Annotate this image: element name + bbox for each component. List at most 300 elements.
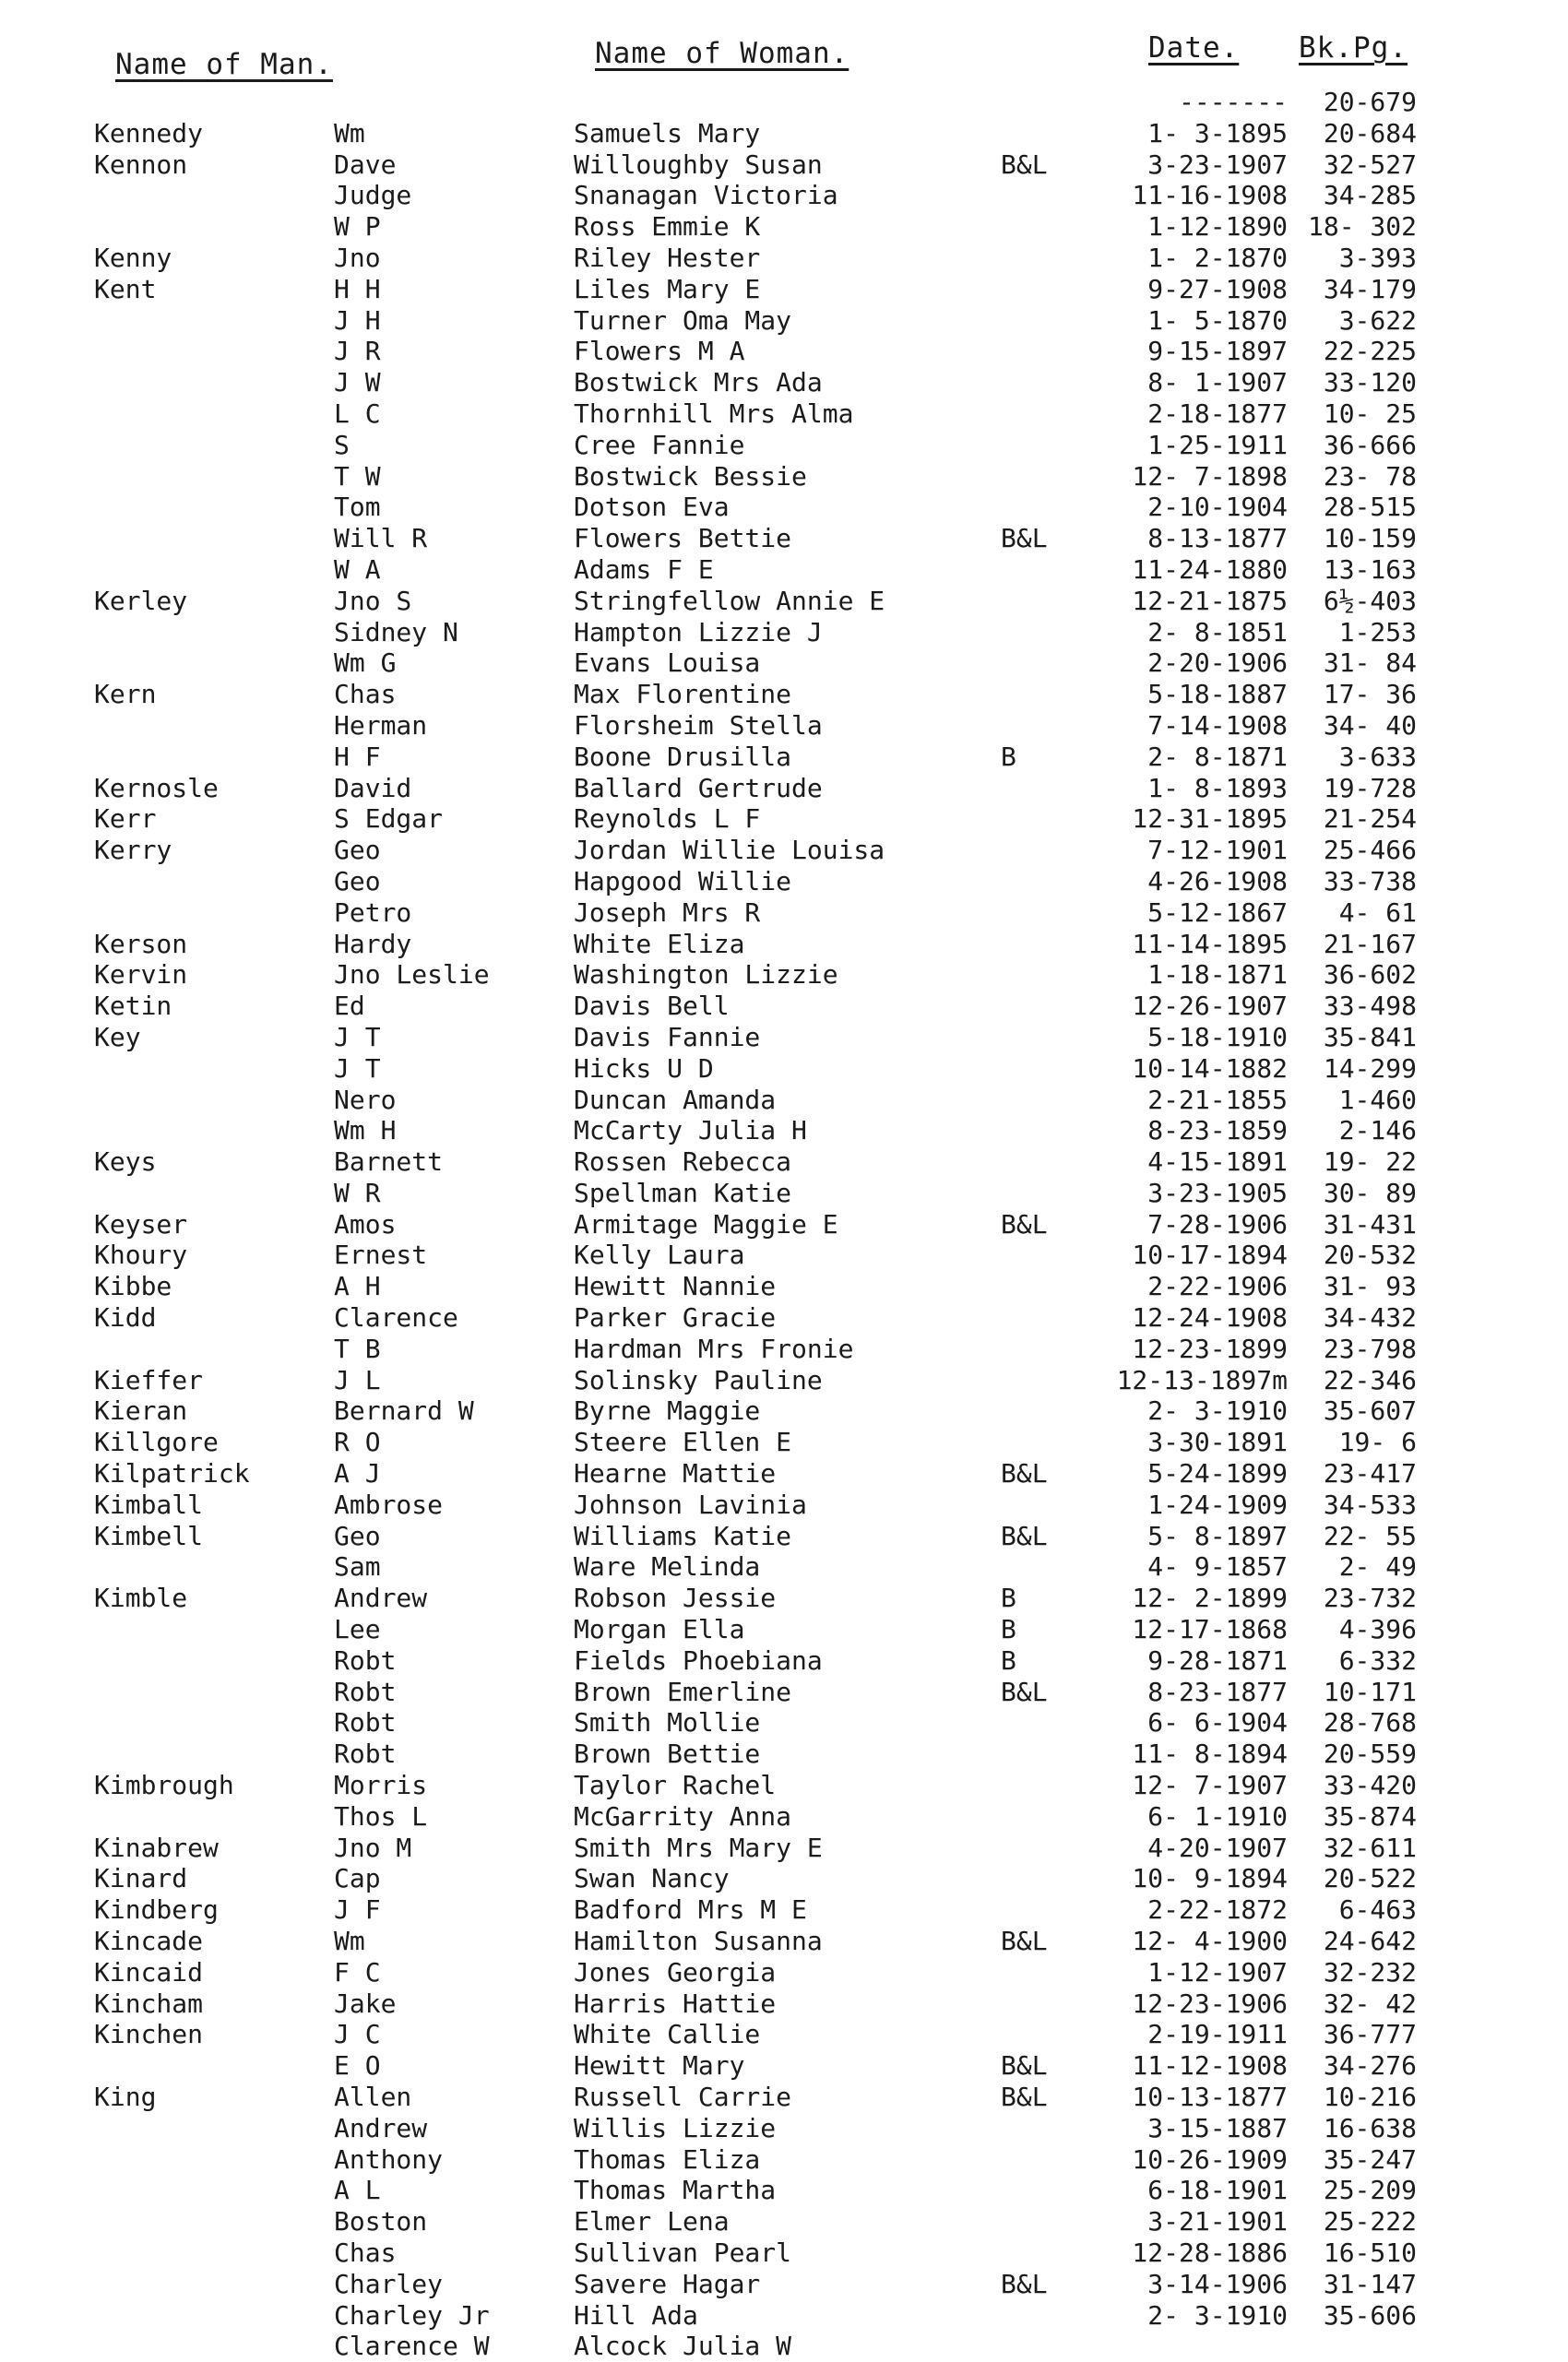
woman-name: Smith Mrs Mary E <box>574 1832 823 1863</box>
book-page: 6-463 <box>1338 1894 1417 1926</box>
man-given-name: Boston <box>334 2206 428 2237</box>
book-page: 31- 84 <box>1323 647 1417 679</box>
ledger-rows <box>0 87 1568 2362</box>
man-given-name: Clarence W <box>334 2331 490 2362</box>
woman-name: Willoughby Susan <box>574 148 823 180</box>
woman-name: Samuels Mary <box>574 117 761 148</box>
marriage-date: 12-21-1875 <box>1132 585 1288 616</box>
man-given-name: Tom <box>334 492 381 523</box>
man-surname: Killgore <box>94 1427 219 1458</box>
woman-name: Max Florentine <box>574 679 792 710</box>
ledger-row <box>0 1551 1568 1583</box>
header-name-of-woman: Name of Woman. <box>595 37 849 70</box>
man-given-name: Charley Jr <box>334 2299 490 2331</box>
man-surname: Khoury <box>94 1240 188 1271</box>
man-given-name: S <box>334 429 350 460</box>
woman-name: Ross Emmie K <box>574 211 761 243</box>
ledger-row <box>0 1707 1568 1739</box>
ledger-row <box>0 2019 1568 2050</box>
marriage-date: 12-23-1906 <box>1132 1988 1288 2019</box>
ledger-row <box>0 1801 1568 1833</box>
marriage-date: 10- 9-1894 <box>1132 1863 1288 1894</box>
man-surname: Kerry <box>94 835 172 866</box>
man-given-name: J H <box>334 304 381 336</box>
man-given-name: Morris <box>334 1770 428 1801</box>
man-surname: Kerley <box>94 585 188 616</box>
marriage-date: 12-28-1886 <box>1132 2237 1288 2268</box>
book-page: 36-777 <box>1323 2019 1417 2050</box>
book-page: 33-420 <box>1323 1770 1417 1801</box>
woman-name: Riley Hester <box>574 242 761 273</box>
book-page: 3-393 <box>1338 242 1417 273</box>
man-given-name: Jno <box>334 242 381 273</box>
ledger-row <box>0 492 1568 523</box>
ledger-row <box>0 1334 1568 1365</box>
book-page: 34-285 <box>1323 180 1417 211</box>
man-surname: Kibbe <box>94 1271 172 1302</box>
ledger-row <box>0 554 1568 586</box>
book-page: 6½-403 <box>1323 585 1417 616</box>
man-given-name: Ambrose <box>334 1489 444 1520</box>
man-given-name: Geo <box>334 1520 381 1551</box>
ledger-row <box>0 243 1568 274</box>
record-note: B&L <box>1001 148 1048 180</box>
ledger-row <box>0 2269 1568 2300</box>
man-given-name: J T <box>334 1021 381 1052</box>
man-given-name: J F <box>334 1894 381 1926</box>
woman-name: Dotson Eva <box>574 492 730 523</box>
marriage-date: 8-13-1877 <box>1147 523 1288 554</box>
man-given-name: L C <box>334 398 381 429</box>
marriage-date: 9-27-1908 <box>1147 273 1288 304</box>
woman-name: Brown Emerline <box>574 1676 792 1707</box>
book-page: 31- 93 <box>1323 1271 1417 1302</box>
man-given-name: R O <box>334 1427 381 1458</box>
woman-name: Liles Mary E <box>574 273 761 304</box>
ledger-row <box>0 2300 1568 2332</box>
woman-name: Thomas Martha <box>574 2175 777 2206</box>
man-given-name: Robt <box>334 1644 397 1676</box>
marriage-date: 2- 8-1871 <box>1147 741 1288 772</box>
record-note: B&L <box>1001 1520 1048 1551</box>
woman-name: Kelly Laura <box>574 1240 745 1271</box>
marriage-date: 6- 1-1910 <box>1147 1800 1288 1832</box>
marriage-date: 12-24-1908 <box>1132 1302 1288 1334</box>
marriage-date: 10-17-1894 <box>1132 1240 1288 1271</box>
marriage-date: 1-24-1909 <box>1147 1489 1288 1520</box>
man-surname: Kerr <box>94 803 157 835</box>
book-page: 34- 40 <box>1323 709 1417 741</box>
woman-name: Evans Louisa <box>574 647 761 679</box>
man-surname: Kincade <box>94 1926 204 1957</box>
woman-name: Willis Lizzie <box>574 2112 777 2143</box>
ledger-row <box>0 336 1568 367</box>
woman-name: McCarty Julia H <box>574 1115 807 1146</box>
man-given-name: W P <box>334 211 381 243</box>
marriage-date: 11- 8-1894 <box>1132 1739 1288 1770</box>
marriage-date: 1-18-1871 <box>1147 959 1288 991</box>
man-surname: Kennon <box>94 148 188 180</box>
book-page: 2- 49 <box>1338 1551 1417 1583</box>
man-surname: Kern <box>94 679 157 710</box>
man-surname: Kimbell <box>94 1520 204 1551</box>
woman-name: Bostwick Mrs Ada <box>574 367 823 398</box>
marriage-date: 3-14-1906 <box>1147 2268 1288 2299</box>
ledger-row <box>0 149 1568 181</box>
man-surname: Kennedy <box>94 117 204 148</box>
woman-name: Hill Ada <box>574 2299 698 2331</box>
book-page: 20-679 <box>1323 87 1417 117</box>
man-surname: Kilpatrick <box>94 1458 250 1490</box>
marriage-date: 7-28-1906 <box>1147 1208 1288 1240</box>
man-given-name: Wm H <box>334 1115 397 1146</box>
woman-name: Parker Gracie <box>574 1302 777 1334</box>
man-surname: Keys <box>94 1146 157 1178</box>
man-surname: Kidd <box>94 1302 157 1334</box>
marriage-date: 4-20-1907 <box>1147 1832 1288 1863</box>
man-given-name: Charley <box>334 2268 444 2299</box>
man-surname: Kimball <box>94 1489 204 1520</box>
woman-name: Hampton Lizzie J <box>574 616 823 647</box>
man-surname: Kervin <box>94 959 188 991</box>
book-page: 19- 22 <box>1323 1146 1417 1178</box>
woman-name: Washington Lizzie <box>574 959 838 991</box>
man-surname: Key <box>94 1021 141 1052</box>
marriage-date: 1-12-1890 <box>1147 211 1288 243</box>
woman-name: Morgan Ella <box>574 1614 745 1645</box>
book-page: 18- 302 <box>1307 211 1417 243</box>
book-page: 16-638 <box>1323 2112 1417 2143</box>
ledger-row <box>0 2175 1568 2206</box>
ledger-row <box>0 710 1568 742</box>
man-given-name: J C <box>334 2019 381 2050</box>
book-page: 35-606 <box>1323 2299 1417 2331</box>
man-given-name: S Edgar <box>334 803 444 835</box>
book-page: 23-732 <box>1323 1583 1417 1614</box>
woman-name: Florsheim Stella <box>574 709 823 741</box>
woman-name: Solinsky Pauline <box>574 1364 823 1395</box>
marriage-date: 1-12-1907 <box>1147 1956 1288 1988</box>
ledger-row <box>0 1395 1568 1427</box>
man-given-name: Petro <box>334 896 412 928</box>
ledger-row <box>0 1926 1568 1957</box>
woman-name: Flowers M A <box>574 336 745 367</box>
record-note: B&L <box>1001 2050 1048 2082</box>
record-note: B&L <box>1001 1926 1048 1957</box>
ledger-row <box>0 274 1568 305</box>
marriage-date: 1- 8-1893 <box>1147 772 1288 803</box>
man-given-name: Wm <box>334 1926 365 1957</box>
woman-name: Thomas Eliza <box>574 2143 761 2175</box>
woman-name: Alcock Julia W <box>574 2331 792 2362</box>
ledger-row <box>0 1583 1568 1614</box>
ledger-row <box>0 430 1568 461</box>
marriage-date: 8-23-1877 <box>1147 1676 1288 1707</box>
man-given-name: Jake <box>334 1988 397 2019</box>
man-given-name: Chas <box>334 2237 397 2268</box>
marriage-date: 7-12-1901 <box>1147 835 1288 866</box>
woman-name: Davis Bell <box>574 991 730 1022</box>
book-page: 31-431 <box>1323 1208 1417 1240</box>
woman-name: Hewitt Nannie <box>574 1271 777 1302</box>
ledger-row <box>0 1458 1568 1490</box>
woman-name: Byrne Maggie <box>574 1395 761 1427</box>
header-book-page: Bk.Pg. <box>1299 31 1408 65</box>
book-page: 6-332 <box>1338 1644 1417 1676</box>
man-given-name: T B <box>334 1333 381 1364</box>
marriage-date: 3-30-1891 <box>1147 1427 1288 1458</box>
marriage-date: 5-18-1910 <box>1147 1021 1288 1052</box>
ledger-row <box>0 991 1568 1022</box>
man-given-name: Herman <box>334 709 428 741</box>
marriage-date: 2-22-1872 <box>1147 1894 1288 1926</box>
woman-name: White Callie <box>574 2019 761 2050</box>
woman-name: Hewitt Mary <box>574 2050 745 2082</box>
record-note: B <box>1001 1644 1016 1676</box>
woman-name: Taylor Rachel <box>574 1770 777 1801</box>
ledger-row <box>0 866 1568 897</box>
ledger-row <box>0 1146 1568 1178</box>
marriage-date: 11-12-1908 <box>1132 2050 1288 2082</box>
marriage-date: 10-13-1877 <box>1132 2082 1288 2112</box>
ledger-row <box>0 1833 1568 1864</box>
man-given-name: Sidney N <box>334 616 458 647</box>
record-note: B&L <box>1001 1458 1048 1490</box>
ledger-row <box>0 835 1568 866</box>
man-surname: Kieffer <box>94 1364 204 1395</box>
ledger-row <box>0 2113 1568 2144</box>
book-page: 2-146 <box>1338 1115 1417 1146</box>
ledger-row <box>0 2144 1568 2176</box>
woman-name: Hicks U D <box>574 1052 714 1084</box>
man-given-name: T W <box>334 460 381 492</box>
marriage-date: 3-15-1887 <box>1147 2112 1288 2143</box>
book-page: 34-432 <box>1323 1302 1417 1334</box>
book-page: 20-522 <box>1323 1863 1417 1894</box>
woman-name: Davis Fannie <box>574 1021 761 1052</box>
record-note: B&L <box>1001 1676 1048 1707</box>
woman-name: Jordan Willie Louisa <box>574 835 885 866</box>
woman-name: Duncan Amanda <box>574 1084 777 1115</box>
woman-name: Flowers Bettie <box>574 523 792 554</box>
marriage-date: 10-26-1909 <box>1132 2143 1288 2175</box>
marriage-date: 12- 2-1899 <box>1132 1583 1288 1614</box>
header-date: Date. <box>1148 31 1240 65</box>
woman-name: Jones Georgia <box>574 1956 777 1988</box>
book-page: 10-159 <box>1323 523 1417 554</box>
woman-name: Armitage Maggie E <box>574 1208 838 1240</box>
book-page: 22-346 <box>1323 1364 1417 1395</box>
woman-name: Hamilton Susanna <box>574 1926 823 1957</box>
book-page: 22- 55 <box>1323 1520 1417 1551</box>
woman-name: Adams F E <box>574 553 714 585</box>
man-given-name: H F <box>334 741 381 772</box>
marriage-date: 3-23-1905 <box>1147 1177 1288 1208</box>
woman-name: McGarrity Anna <box>574 1800 792 1832</box>
book-page: 32- 42 <box>1323 1988 1417 2019</box>
woman-name: Fields Phoebiana <box>574 1644 823 1676</box>
man-given-name: W R <box>334 1177 381 1208</box>
book-page: 4-396 <box>1338 1614 1417 1645</box>
man-given-name: Andrew <box>334 2112 428 2143</box>
man-given-name: Wm <box>334 117 365 148</box>
woman-name: Brown Bettie <box>574 1739 761 1770</box>
ledger-row <box>0 1614 1568 1645</box>
ledger-row <box>0 211 1568 243</box>
book-page: 1-253 <box>1338 616 1417 647</box>
woman-name: Johnson Lavinia <box>574 1489 807 1520</box>
man-given-name: Will R <box>334 523 428 554</box>
woman-name: Sullivan Pearl <box>574 2237 792 2268</box>
man-given-name: Barnett <box>334 1146 444 1178</box>
woman-name: Joseph Mrs R <box>574 896 761 928</box>
ledger-row <box>0 523 1568 554</box>
ledger-row <box>0 803 1568 835</box>
man-given-name: J R <box>334 336 381 367</box>
marriage-date: 2- 8-1851 <box>1147 616 1288 647</box>
book-page: 20-559 <box>1323 1739 1417 1770</box>
man-given-name: J L <box>334 1364 381 1395</box>
marriage-date: 2-21-1855 <box>1147 1084 1288 1115</box>
man-given-name: J W <box>334 367 381 398</box>
man-given-name: Jno Leslie <box>334 959 490 991</box>
man-given-name: Chas <box>334 679 397 710</box>
book-page: 20-684 <box>1323 117 1417 148</box>
marriage-date: 3-21-1901 <box>1147 2206 1288 2237</box>
man-surname: Kinard <box>94 1863 188 1894</box>
book-page: 28-515 <box>1323 492 1417 523</box>
woman-name: Thornhill Mrs Alma <box>574 398 854 429</box>
marriage-date: 5-18-1887 <box>1147 679 1288 710</box>
header-name-of-man: Name of Man. <box>115 48 333 81</box>
man-surname: Kent <box>94 273 157 304</box>
woman-name: Russell Carrie <box>574 2082 792 2112</box>
man-given-name: Anthony <box>334 2143 444 2175</box>
man-given-name: Amos <box>334 1208 397 1240</box>
book-page: 3-622 <box>1338 304 1417 336</box>
man-given-name: Ernest <box>334 1240 428 1271</box>
man-given-name: Judge <box>334 180 412 211</box>
ledger-row <box>0 2237 1568 2269</box>
man-given-name: Sam <box>334 1551 381 1583</box>
man-given-name: Cap <box>334 1863 381 1894</box>
marriage-date: 5-12-1867 <box>1147 896 1288 928</box>
ledger-row <box>0 929 1568 960</box>
ledger-row <box>0 398 1568 430</box>
woman-name: Harris Hattie <box>574 1988 777 2019</box>
marriage-date: 12- 7-1898 <box>1132 460 1288 492</box>
marriage-date: 1- 5-1870 <box>1147 304 1288 336</box>
marriage-date: 4-26-1908 <box>1147 865 1288 896</box>
book-page: 34-179 <box>1323 273 1417 304</box>
marriage-date: 12-13-1897m <box>1116 1364 1288 1395</box>
ledger-row <box>0 2206 1568 2237</box>
book-page: 16-510 <box>1323 2237 1417 2268</box>
marriage-date: 11-16-1908 <box>1132 180 1288 211</box>
ledger-row <box>0 1957 1568 1988</box>
woman-name: Hardman Mrs Fronie <box>574 1333 854 1364</box>
marriage-date: 12-17-1868 <box>1132 1614 1288 1645</box>
marriage-date: 4-15-1891 <box>1147 1146 1288 1178</box>
marriage-date: 9-15-1897 <box>1147 336 1288 367</box>
ledger-row <box>0 2050 1568 2082</box>
marriage-date: 2-19-1911 <box>1147 2019 1288 2050</box>
man-given-name: Jno S <box>334 585 412 616</box>
marriage-date: 12- 7-1907 <box>1132 1770 1288 1801</box>
man-given-name: Robt <box>334 1676 397 1707</box>
man-given-name: Hardy <box>334 928 412 959</box>
book-page: 1-460 <box>1338 1084 1417 1115</box>
marriage-date: 2-22-1906 <box>1147 1271 1288 1302</box>
book-page: 34-533 <box>1323 1489 1417 1520</box>
marriage-date: 5- 8-1897 <box>1147 1520 1288 1551</box>
marriage-date: 6-18-1901 <box>1147 2175 1288 2206</box>
book-page: 19- 6 <box>1338 1427 1417 1458</box>
ledger-row <box>0 2082 1568 2113</box>
book-page: 4- 61 <box>1338 896 1417 928</box>
ledger-row <box>0 1302 1568 1334</box>
record-note: B&L <box>1001 2268 1048 2299</box>
man-surname: Kimbrough <box>94 1770 234 1801</box>
ledger-row <box>0 1209 1568 1240</box>
man-given-name: E O <box>334 2050 381 2082</box>
man-given-name: Nero <box>334 1084 397 1115</box>
marriage-date: 1- 2-1870 <box>1147 242 1288 273</box>
man-given-name: Bernard W <box>334 1395 474 1427</box>
ledger-row <box>0 1521 1568 1552</box>
marriage-date: 8-23-1859 <box>1147 1115 1288 1146</box>
ledger-row <box>0 617 1568 648</box>
woman-name: Turner Oma May <box>574 304 792 336</box>
ledger-row <box>0 1863 1568 1894</box>
man-surname: Keyser <box>94 1208 188 1240</box>
man-given-name: Thos L <box>334 1800 428 1832</box>
woman-name: Savere Hagar <box>574 2268 761 2299</box>
man-given-name: W A <box>334 553 381 585</box>
woman-name: Bostwick Bessie <box>574 460 807 492</box>
ledger-row <box>0 1240 1568 1271</box>
marriage-date: 9-28-1871 <box>1147 1644 1288 1676</box>
ledger-row <box>0 1115 1568 1146</box>
marriage-date: 12-26-1907 <box>1132 991 1288 1022</box>
book-page: 33-738 <box>1323 865 1417 896</box>
book-page: 23-798 <box>1323 1333 1417 1364</box>
ledger-row <box>0 2331 1568 2362</box>
woman-name: Rossen Rebecca <box>574 1146 792 1178</box>
marriage-date: 2- 3-1910 <box>1147 2299 1288 2331</box>
book-page: 28-768 <box>1323 1707 1417 1739</box>
marriage-date: 7-14-1908 <box>1147 709 1288 741</box>
book-page: 32-611 <box>1323 1832 1417 1863</box>
book-page: 22-225 <box>1323 336 1417 367</box>
marriage-date: 3-23-1907 <box>1147 148 1288 180</box>
book-page: 23- 78 <box>1323 460 1417 492</box>
ledger-row <box>0 1178 1568 1209</box>
record-note: B <box>1001 1614 1016 1645</box>
ledger-row <box>0 461 1568 493</box>
man-given-name: F C <box>334 1956 381 1988</box>
woman-name: Reynolds L F <box>574 803 761 835</box>
marriage-date: 2- 3-1910 <box>1147 1395 1288 1427</box>
marriage-date: 1-25-1911 <box>1147 429 1288 460</box>
ledger-row <box>0 367 1568 398</box>
man-given-name: Robt <box>334 1739 397 1770</box>
marriage-date: 2-18-1877 <box>1147 398 1288 429</box>
ledger-row <box>0 1271 1568 1302</box>
man-given-name: A H <box>334 1271 381 1302</box>
marriage-date: 5-24-1899 <box>1147 1458 1288 1490</box>
book-page: 10- 25 <box>1323 398 1417 429</box>
